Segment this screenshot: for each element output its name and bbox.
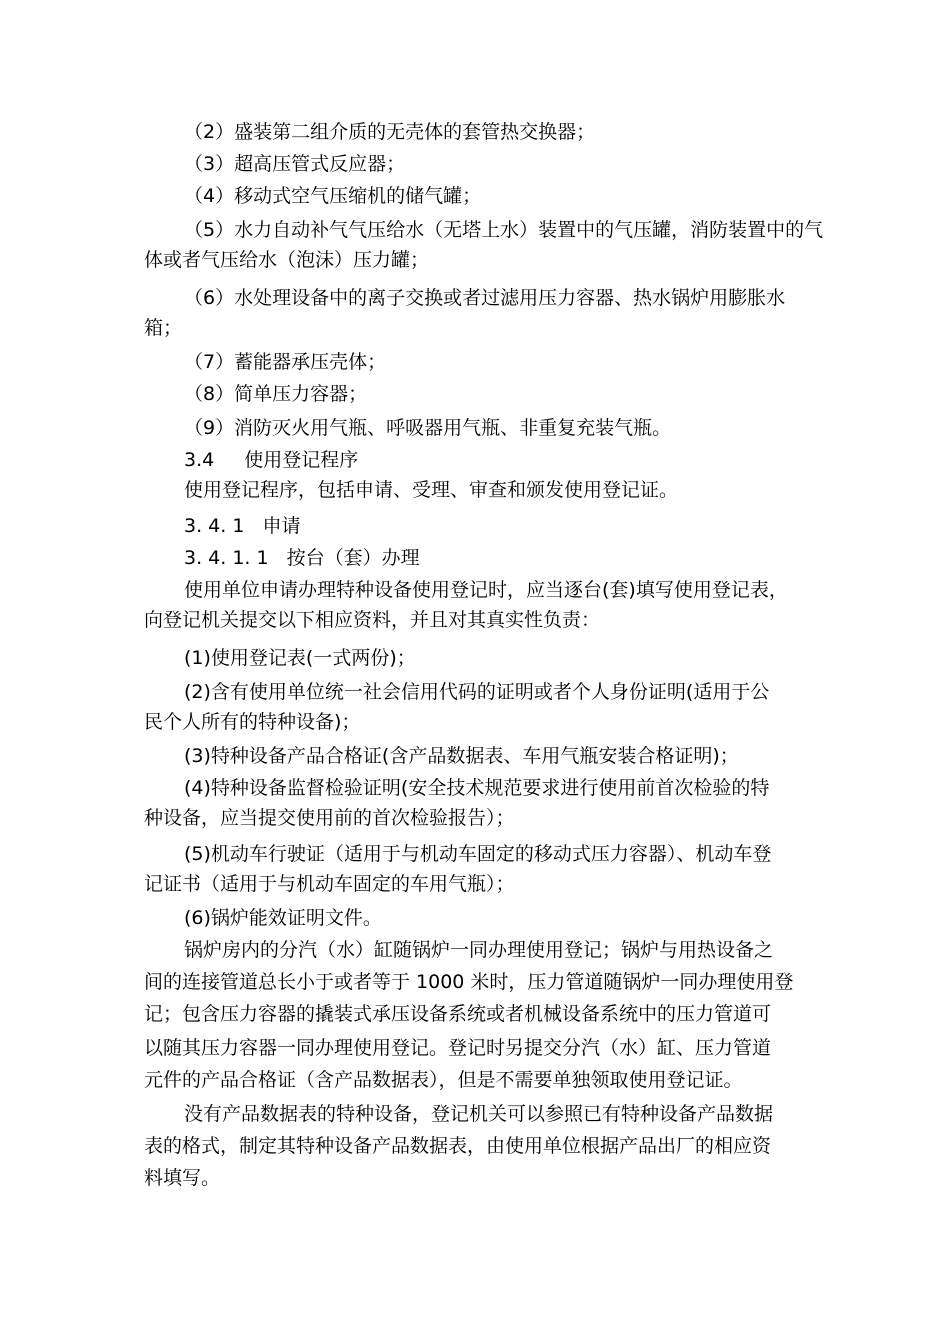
boiler-para-line-1: 锅炉房内的分汽（水）缸随锅炉一同办理使用登记；锅炉与用热设备之 (184, 939, 774, 961)
doc-item-5-line-2: 记证书（适用于与机动车固定的车用气瓶）； (144, 873, 515, 895)
section-title: 按台（套）办理 (286, 547, 420, 569)
section-3-4-text: 使用登记程序，包括申请、受理、审查和颁发使用登记证。 (184, 479, 679, 501)
boiler-para-line-3: 记；包含压力容器的撬装式承压设备系统或者机械设备系统中的压力管道可 (144, 1003, 772, 1025)
doc-item-4-line-1: (4)特种设备监督检验证明(安全技术规范要求进行使用前首次检验的特 (184, 777, 770, 799)
intro-line-1: 使用单位申请办理特种设备使用登记时，应当逐台(套)填写使用登记表， (184, 579, 788, 601)
doc-item-1: (1)使用登记表(一式两份)； (184, 647, 416, 669)
doc-item-3: (3)特种设备产品合格证(含产品数据表、车用气瓶安装合格证明)； (184, 745, 739, 767)
doc-item-2-line-2: 民个人所有的特种设备)； (144, 711, 361, 733)
list-item-6-line-1: （6）水处理设备中的离子交换或者过滤用压力容器、热水锅炉用膨胀水 (184, 287, 786, 309)
list-item-8: （8）简单压力容器； (184, 383, 368, 405)
section-number: 3. 4. 1. 1 (184, 547, 269, 569)
section-3-4-1-1-heading (0, 542, 950, 574)
intro-line-2: 向登记机关提交以下相应资料，并且对其真实性负责： (144, 609, 601, 631)
doc-item-4-line-2: 种设备，应当提交使用前的首次检验报告）； (144, 807, 515, 829)
section-number: 3. 4. 1 (184, 515, 245, 537)
list-item-5-line-2: 体或者气压给水（泡沫）压力罐； (144, 249, 430, 271)
section-title: 使用登记程序 (244, 449, 359, 471)
list-item-9: （9）消防灭火用气瓶、呼吸器用气瓶、非重复充装气瓶。 (184, 417, 672, 439)
list-item-2: （2）盛装第二组介质的无壳体的套管热交换器； (184, 121, 596, 143)
list-item-7: （7）蓄能器承压壳体； (184, 351, 387, 373)
doc-item-6: (6)锅炉能效证明文件。 (184, 907, 382, 929)
nodata-para-line-3: 料填写。 (144, 1167, 221, 1189)
boiler-para-line-2: 间的连接管道总长小于或者等于 1000 米时，压力管道随锅炉一同办理使用登 (144, 971, 794, 993)
list-item-3: （3）超高压管式反应器； (184, 153, 406, 175)
boiler-para-line-4: 以随其压力容器一同办理使用登记。登记时另提交分汽（水）缸、压力管道 (144, 1037, 772, 1059)
nodata-para-line-2: 表的格式，制定其特种设备产品数据表，由使用单位根据产品出厂的相应资 (144, 1135, 772, 1157)
list-item-6-line-2: 箱； (144, 317, 183, 339)
section-title: 申请 (262, 515, 301, 537)
section-3-4-heading (0, 444, 950, 476)
nodata-para-line-1: 没有产品数据表的特种设备，登记机关可以参照已有特种设备产品数据 (184, 1103, 774, 1125)
section-number: 3.4 (184, 449, 215, 471)
list-item-5-line-1: （5）水力自动补气气压给水（无塔上水）装置中的气压罐，消防装置中的气 (184, 219, 824, 241)
doc-item-2-line-1: (2)含有使用单位统一社会信用代码的证明或者个人身份证明(适用于公 (184, 681, 770, 703)
list-item-4: （4）移动式空气压缩机的储气罐； (184, 185, 482, 207)
section-3-4-1-heading (0, 510, 950, 542)
doc-item-5-line-1: (5)机动车行驶证（适用于与机动车固定的移动式压力容器）、机动车登 (184, 843, 772, 865)
boiler-para-line-5: 元件的产品合格证（含产品数据表），但是不需要单独领取使用登记证。 (144, 1069, 743, 1091)
